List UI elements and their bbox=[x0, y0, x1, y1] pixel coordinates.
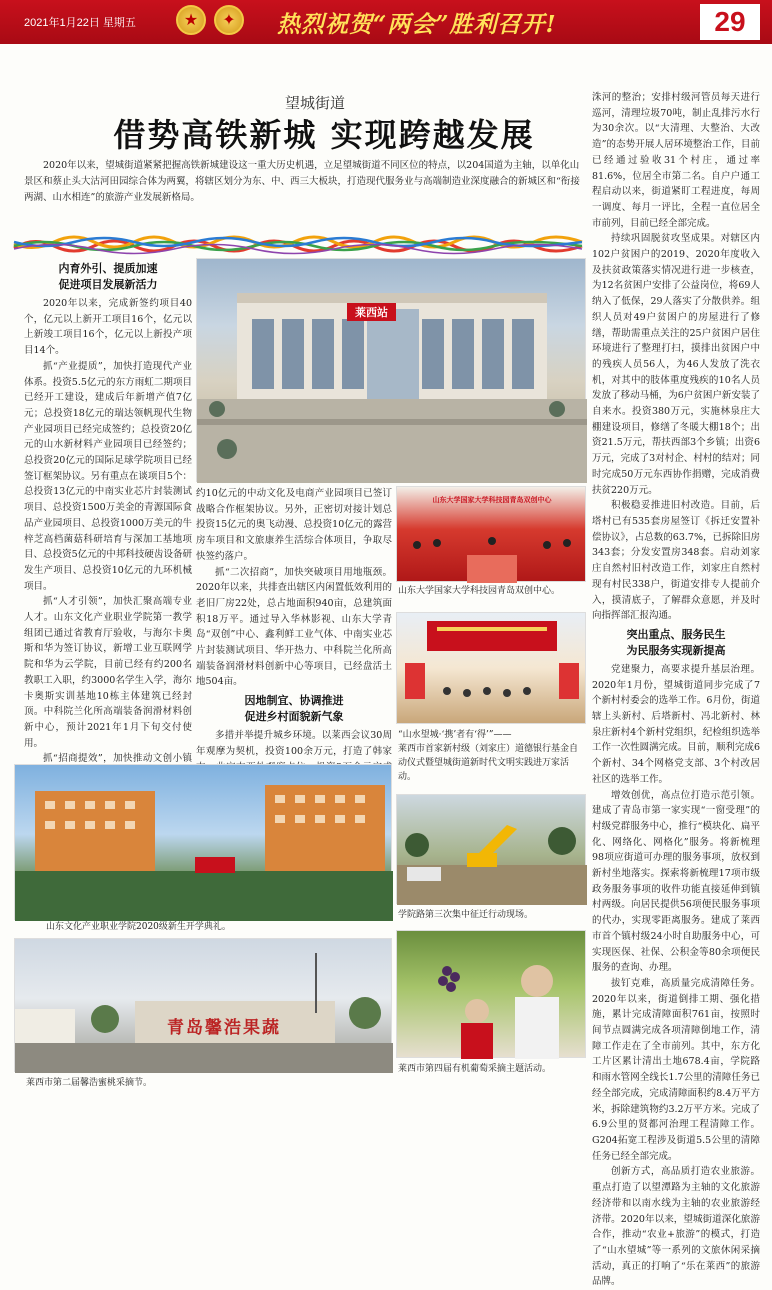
paragraph: 党建聚力，高要求提升基层治理。2020年1月份，望城街道同步完成了7个新村村委会的选举工作。6月份，街道辖上头新村、后塔新村、冯北新村、林泉庄新村4个新村党组织，纪检组织选举工作一次性圆满完成。目前，顺利完成6个新村、34个网格党支部、3个村改居社区的选举工作。 bbox=[592, 663, 760, 785]
paragraph: 2020年以来，完成新签约项目40个，亿元以上新开工项目16个，亿元以上新竣工项目16个，亿元以上新投产项目14个。 bbox=[24, 298, 192, 357]
paragraph: 抓“产业提质”，加快打造现代产业体系。投资5.5亿元的东方雨虹二期项目已经开工建设，建成后年新增产值7亿元；总投资18亿元的瑞达领帆现代生物产业园项目已经完成签约；总投资20亿元的山水新材料产业园项目已经签约；总投资20亿元的国际足球学院项目已经签订框架协议。另有重点在谈项目5个：总投资13亿元的中南实业芯片封装测试项目、总投资1500万美金的青源国际食品产业园项目、总投资1000万美元的牛梓芝高档菌菇科研培育与深加工基地项目、总投资5亿元的中邦科技硬齿设备研发生产项目、总投资10亿元的九环机械项目。 bbox=[24, 360, 192, 592]
photo-shandong-university-center bbox=[396, 486, 586, 582]
article-kicker: 望城街道 bbox=[284, 95, 345, 112]
paragraph: 持续巩固脱贫攻坚成果。对辖区内102户贫困户的2019、2020年度收入及扶贫政策落实情况进行进一步核查，为12名贫困户安排了公益岗位，将69人纳入了低保，29人落实了分散供养。组织人员对49户贫困户的房屋进行了修缮，帮助需重点关注的25户贫困户居住环境进行了整理打扫，摸排出贫困户中的残疾人员56人，为46人发放了洗衣机，对其中的肢体重度残疾的10名人员发放了移动马桶，为6户贫困户新安装了自来水。投资380万元，实施林泉庄大棚建设项目，修缮了冬暖大棚18个；出资21.5万元，帮扶西部3个乡镇；出资6万元，完成了3对村企、村村的结对；同时完成50万元东西协作捐赠，完成消费扶贫220万元。 bbox=[592, 233, 760, 496]
cppcc-emblem-icon: ✦ bbox=[214, 5, 244, 35]
photo-college-opening-ceremony bbox=[14, 764, 392, 920]
caption-college-ceremony: 山东文化产业职业学院2020级新生开学典礼。 bbox=[46, 922, 231, 932]
caption-shandong-university: 山东大学国家大学科技园青岛双创中心。 bbox=[398, 586, 561, 596]
article-intro: 2020年以来，望城街道紧紧把握高铁新城建设这一重大历史机遇，立足望城街道不同区位的特点，以204国道为主轴，以单化山景区和蔡止头大沽河田园综合体为两翼，将辖区划分为东、中、西三大板块，打造现代服务业与高端制造业深度融合的新城区和“衔接两湖、山水相连”的旅游产业发展新格局。 bbox=[24, 160, 580, 203]
station-illustration bbox=[197, 259, 587, 483]
paragraph: 拔钉克难，高质量完成清障任务。2020年以来，街道倒排工期、强化措施，累计完成清障面积761亩，按照时间节点圆满完成各项清障倒地工作，清障工作走在了全市前列。其中，东方化工片区累计清出土地678.4亩，学院路和雨水管网全线长1.7公里的清障任务已经全部完成，完成清障面积约8.4万平方米，拆除建筑物约3.2万平方米。完成了6.9公里的贤都河治理工程清障工作。G204拓宽工程涉及街道5.5公里的清障任务已经全部完成。 bbox=[592, 977, 760, 1162]
article-column-2 bbox=[196, 486, 392, 760]
issue-date: 2021年1月22日 星期五 bbox=[24, 17, 136, 29]
article-column-1 bbox=[24, 258, 192, 765]
orchard-illustration bbox=[15, 939, 393, 1073]
article-title: 借势高铁新城 实现跨越发展 bbox=[113, 116, 535, 154]
event-stage-illustration bbox=[397, 613, 587, 725]
demolition-illustration bbox=[397, 795, 587, 905]
section-heading-1: 内育外引、提质加速 促进项目发展新活力 bbox=[58, 263, 158, 291]
paragraph: 洙河的整治；安排村级河管员每天进行巡河，清理垃圾70吨，制止乱排污水行为30余次。以“大清理、大整治、大改造”的态势开展人居环境整治工作，目前已经通过验收31个村庄，通过率81.6%，位居全市第二名。自户户通工程启动以来，街道紧盯工程进度，每周一调度、每月一评比，全程一直位居全市前列，目前已经全部完成。 bbox=[592, 92, 760, 229]
photo-moral-bank-event bbox=[396, 612, 586, 724]
caption-moral-bank-event: “山水望城·‘携’者有‘得’”—— 莱西市首家新村级（刘家庄）道德银行基金自动仪式暨望城街道新时代文明实践进万家活动。 bbox=[398, 730, 579, 782]
decorative-wave-divider bbox=[14, 234, 582, 254]
orchard-sign: 青岛馨浩果蔬 bbox=[167, 1018, 281, 1038]
photo-peach-picking-festival bbox=[14, 938, 392, 1072]
station-sign: 莱西站 bbox=[347, 303, 396, 321]
page-number: 29 bbox=[700, 4, 760, 40]
headline-banner: 热烈祝贺“两会”胜利召开! bbox=[277, 11, 557, 38]
paragraph: 积极稳妥推进旧村改造。目前，后塔村已有535套房屋签订《拆迁安置补偿协议》，占总数的63.7%，已拆除旧房343套；分发安置房348套。启动刘家庄自然村旧村改造工作，刘家庄自然村现有村民338户，街道安排专人提前介入，摸清底子，了解群众意愿，并及时向指挥部汇报沟通。 bbox=[592, 500, 760, 622]
section-heading-3: 突出重点、服务民生 为民服务实现新提高 bbox=[626, 628, 726, 657]
national-emblem-icon: ★ bbox=[176, 5, 206, 35]
paragraph: 增效创优，高点位打造示范引领。建成了青岛市第一家实现“一窗受理”的村级党群服务中心，推行“模块化、扁平化、网络化、网格化”服务。将新梳理98项应街道可办理的服务事项，放权到新村坐地落实。探索将新梳理17项市级政务服务事项的收件功能直接延伸到镇村两级。向居民提供56项便民服务事项的代办，实现零距离服务。建成了莱西市首个镇村级24小时自助服务中心，可实现医保、社保、公积金等80余项便民服务的查询、办理。 bbox=[592, 789, 760, 974]
photo-demolition-site bbox=[396, 794, 586, 904]
paragraph: 约10亿元的中动文化及电商产业园项目已签订战略合作框架协议。另外，正密切对接计划总投资15亿元的奥飞动漫、总投资10亿元的露营房车项目和文旅康养生活综合体项目，争取尽快签约落户。 bbox=[196, 488, 392, 562]
paragraph: 抓“人才引领”，加快汇聚高端专业人才。山东文化产业职业学院第一教学组团已通过省教育厅验收，与海尔卡奥斯和华为签订协议，新增工业互联网学院和华为云学院，目前已经有约200名教职工入职，约3000名学生入学，海尔卡奥斯实训基地10栋主体建筑已经封顶。中科院兰化所高端装备润滑材料创新中心，预计2021年1月下旬交付使用。 bbox=[24, 596, 192, 749]
photo-grape-picking bbox=[396, 930, 586, 1058]
grape-illustration bbox=[397, 931, 587, 1059]
caption-grape-picking: 莱西市第四届有机葡萄采摘主题活动。 bbox=[398, 1064, 552, 1074]
caption-demolition: 学院路第三次集中征迁行动现场。 bbox=[398, 910, 534, 920]
paragraph: 创新方式，高品质打造农业旅游。重点打造了以望潭路为主轴的文化旅游经济带和以南水线为主轴的农业旅游经济带。2020年以来，望城街道深化旅游合作，推动“农业+旅游”的模式，打造了“山水望城”等一系列的文旅休闲采摘活动，真正的打响了“乐在莱西”的旅游品牌。 bbox=[592, 1166, 760, 1288]
section-heading-2: 因地制宜、协调推进 促进乡村面貌新气象 bbox=[244, 695, 344, 724]
caption-peach-festival: 莱西市第二届馨浩蜜桃采摘节。 bbox=[26, 1078, 153, 1088]
article-column-3 bbox=[592, 90, 760, 1288]
paragraph: 抓“招商提效”，加快推动文创小镇 bbox=[43, 753, 192, 765]
paragraph: 抓“二次招商”，加快突破项目用地瓶颈。2020年以来，共排查出辖区内闲置低效利用的老旧厂房22处，总占地面积940亩，总建筑面积18万平。通过导入华林影视、山东大学青岛“双创”中心、鑫利鲜工业气体、中南实业芯片封装测试项目、华开热力、中科院兰化所高端装备润滑材料创新中心等项目，已经盘活土地504亩。 bbox=[196, 566, 392, 688]
campus-illustration bbox=[15, 765, 393, 921]
photo-laixi-station bbox=[196, 258, 586, 482]
paragraph: 多措并举提升城乡环境。以莱西会议30周年观摩为契机，投资100余万元，打造了韩家 bbox=[196, 730, 392, 757]
crowd-illustration bbox=[397, 515, 587, 583]
ceremony-banner: 山东大学国家大学科技园青岛双创中心 bbox=[432, 497, 552, 504]
